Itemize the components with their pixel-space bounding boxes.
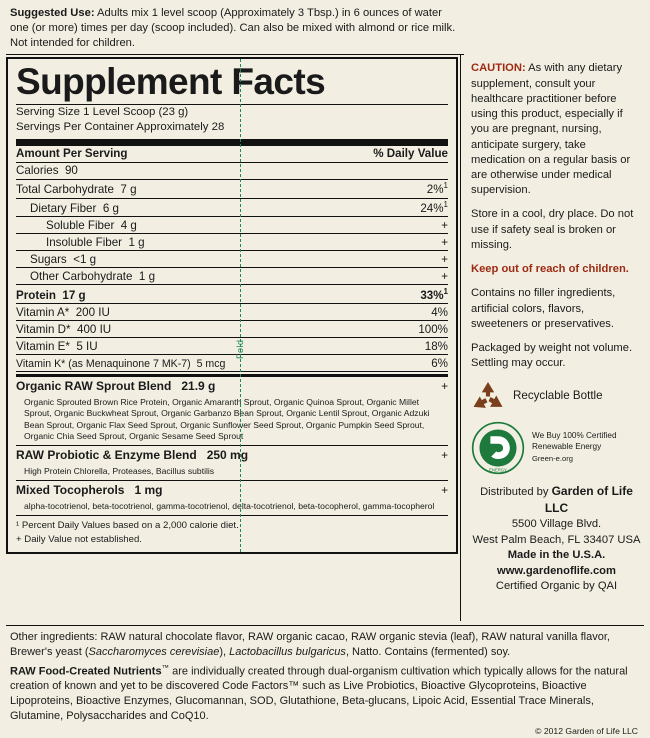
- raw-nutrients-body: are individually created through dual-organism cultivation which typically allows for the natural creation of known and yet to be discovered Code Factors™ such as Live Probiotics, Bioactive Glycoproteins, Bioactive Lipoproteins, Bioactive Enzymes, Glucomannan, SOD, Glutathione, Beta-glucans, Lipoic Acid, Essential Trace Minerals, Glutamine, Polysaccharides and CoQ10.: [10, 665, 628, 722]
- col-daily-value: % Daily Value: [370, 146, 448, 163]
- nutrient-dv: 33%$^1$: [370, 285, 448, 304]
- row-label: [16, 251, 370, 268]
- nutrient-dv: 18%: [370, 338, 448, 355]
- nutrient-name: Other Carbohydrate: [30, 269, 133, 283]
- table-row: [16, 251, 448, 268]
- nutrient-amount: 5 IU: [76, 339, 98, 353]
- row-label: [16, 321, 370, 338]
- suggested-use-label: Suggested Use:: [10, 7, 95, 19]
- nutrient-name: Vitamin D*: [16, 322, 71, 336]
- nutrient-amount: 1 g: [128, 235, 145, 249]
- blend-name: Organic RAW Sprout Blend 21.9 g: [16, 379, 216, 394]
- table-row: [16, 217, 448, 234]
- nutrient-dv: 4%: [370, 304, 448, 321]
- nutrient-amount: 5 mcg: [196, 357, 226, 370]
- keep-out-of-reach-text: Keep out of reach of children.: [471, 263, 629, 276]
- table-row: [16, 304, 448, 321]
- nutrient-amount: 90: [64, 164, 78, 178]
- blend-amount: 21.9 g: [181, 379, 216, 394]
- green-e-org-label: Green-e.org: [532, 454, 573, 464]
- fold-label: Fold: [235, 339, 245, 360]
- footnote-marker: 1: [443, 181, 448, 191]
- nutrient-amount: 200 IU: [75, 305, 110, 319]
- nutrient-name: Vitamin A*: [16, 305, 70, 319]
- serving-size: Serving Size 1 Level Scoop (23 g): [16, 106, 189, 119]
- nutrient-name: Dietary Fiber: [30, 201, 97, 215]
- blend-row: [16, 481, 448, 499]
- table-row: [16, 234, 448, 251]
- row-label: [16, 234, 370, 251]
- green-energy-row: [471, 421, 642, 475]
- caution-label: CAUTION:: [471, 62, 526, 75]
- table-row: [16, 179, 448, 198]
- nutrient-amount: 17 g: [62, 288, 86, 302]
- footnote-dv-not-established: + Daily Value not established.: [16, 533, 142, 545]
- raw-nutrients-label: RAW Food-Created Nutrients: [10, 665, 162, 678]
- blend-name: RAW Probiotic & Enzyme Blend 250 mg: [16, 448, 249, 462]
- row-label: [16, 355, 370, 372]
- blend-detail: alpha-tocotrienol, beta-tocotrienol, gamma-tocotrienol, delta-tocotrienol, beta-tocopherol, gamma-tocopherol: [16, 499, 448, 516]
- blend-detail: Organic Sprouted Brown Rice Protein, Organic Amaranth Sprout, Organic Quinoa Sprout, Organic Millet Sprout, Organic Buckwheat Sprout, Organic Garbanzo Bean Sprout, Organic Lentil Sprout, Organic Adzuki Bean Sprout, Organic Flax Seed Sprout, Organic Sunflower Seed Sprout, Organic Pumpkin Seed Sprout, Organic Chia Seed Sprout, Organic Sesame Seed Sprout: [16, 395, 448, 446]
- table-row: [16, 268, 448, 285]
- supplement-facts-panel: [6, 57, 458, 554]
- recycle-icon: [471, 381, 505, 411]
- copyright-text: © 2012 Garden of Life LLC: [535, 726, 638, 737]
- green-energy-line1: We Buy 100% Certified: [532, 430, 617, 440]
- nutrient-amount: 400 IU: [77, 322, 112, 336]
- nutrient-name: Vitamin K* (as Menaquinone 7 MK-7): [16, 357, 191, 370]
- packaged-by-weight-text: Packaged by weight not volume. Settling may occur.: [471, 342, 633, 370]
- table-row: [16, 321, 448, 338]
- nutrient-dv: +: [370, 251, 448, 268]
- blend-dv: +: [441, 380, 448, 394]
- blend-dv: +: [441, 484, 448, 498]
- nutrient-name: Vitamin E*: [16, 339, 70, 353]
- blend-row: [16, 446, 448, 464]
- caution-text: As with any dietary supplement, consult your healthcare practitioner before using this product, especially if you are pregnant, nursing, anticipate surgery, take medication on a regular basis or are otherwise under medical supervision.: [471, 62, 631, 197]
- nutrient-dv: 100%: [370, 321, 448, 338]
- footnote-marker: 1: [443, 200, 448, 210]
- nutrient-name: Total Carbohydrate: [16, 183, 114, 197]
- nutrient-amount: <1 g: [73, 252, 97, 266]
- no-fillers-text: Contains no filler ingredients, artificial colors, flavors, sweeteners or preservatives.: [471, 287, 616, 330]
- nutrient-name: Soluble Fiber: [46, 218, 115, 232]
- nutrient-amount: 1 g: [138, 269, 156, 283]
- distributor-company: Garden of Life LLC: [544, 483, 633, 516]
- blend-detail: High Protein Chlorella, Proteases, Bacillus subtilis: [16, 464, 448, 481]
- table-row: [16, 198, 448, 217]
- left-column: [6, 55, 458, 554]
- other-ingredients-text: Other ingredients: RAW natural chocolate flavor, RAW organic cacao, RAW organic stevia (leaf), RAW natural vanilla flavor, Brewer's yeast (Saccharomyces cerevisiae), Lactobacillus bulgaricus, Natto. Contains (fermented) soy.: [10, 631, 610, 659]
- footnote-marker: 1: [443, 286, 448, 296]
- row-label: [16, 338, 370, 355]
- panel-footnotes: [16, 516, 448, 546]
- table-row: [16, 355, 448, 372]
- distributed-by-line: Distributed by Garden of Life LLC: [480, 483, 633, 516]
- nutrient-amount: 6 g: [102, 201, 119, 215]
- distributor-address-1: 5500 Village Blvd.: [511, 518, 602, 531]
- made-in-usa: Made in the U.S.A.: [507, 549, 606, 562]
- table-row: [16, 285, 448, 304]
- row-label: [16, 198, 370, 217]
- row-label: [16, 304, 370, 321]
- table-row: [16, 162, 448, 179]
- nutrient-dv: +: [370, 217, 448, 234]
- servings-per-container: Servings Per Container Approximately 28: [16, 120, 225, 133]
- col-amount-per-serving: Amount Per Serving: [16, 146, 370, 163]
- nutrient-dv: +: [370, 234, 448, 251]
- table-header-row: [16, 146, 448, 163]
- row-label: [16, 217, 370, 234]
- suggested-use-text: Adults mix 1 level scoop (Approximately 3 Tbsp.) in 6 ounces of water one (or more) times per day (scoop included). Can also be mixed with almond or rice milk. Not intended for children.: [10, 7, 456, 49]
- storage-text: Store in a cool, dry place. Do not use if safety seal is broken or missing.: [471, 208, 634, 251]
- distributor-block: [471, 483, 642, 595]
- nutrient-amount: 4 g: [120, 218, 137, 232]
- row-label: [16, 179, 370, 198]
- main-columns: [6, 55, 644, 621]
- nutrition-table: [16, 146, 448, 373]
- nutrient-dv: 24%$^1$: [370, 198, 448, 217]
- footnote-daily-values: ¹ Percent Daily Values based on a 2,000 calorie diet.: [16, 520, 239, 532]
- raw-nutrients-text: [10, 663, 640, 724]
- svg-text:ENERGY: ENERGY: [489, 467, 507, 473]
- row-label: [16, 268, 370, 285]
- nutrient-dv: +: [370, 268, 448, 285]
- blend-dv: +: [441, 449, 448, 462]
- green-energy-text: [532, 431, 617, 464]
- nutrient-name: Insoluble Fiber: [46, 235, 123, 249]
- panel-title: Supplement Facts: [16, 61, 326, 103]
- recyclable-bottle-label: Recyclable Bottle: [513, 389, 603, 403]
- nutrient-name: Protein: [16, 288, 56, 302]
- green-energy-line2: Renewable Energy: [532, 441, 602, 451]
- blend-row: [16, 377, 448, 395]
- nutrient-name: Calories: [16, 164, 59, 178]
- caution-block: [471, 61, 642, 198]
- nutrient-dv: 6%: [370, 355, 448, 372]
- nutrient-dv: 2%$^1$: [370, 179, 448, 198]
- row-label: [16, 162, 370, 179]
- green-energy-seal-icon: [471, 421, 525, 475]
- nutrient-name: Sugars: [30, 252, 67, 266]
- ingredient-italic-saccharomyces: Saccharomyces cerevisiae: [88, 646, 220, 659]
- suggested-use-block: [6, 4, 464, 55]
- distributor-address-2: West Palm Beach, FL 33407 USA: [472, 533, 641, 546]
- website-link[interactable]: www.gardenoflife.com: [497, 564, 616, 577]
- recyclable-row: [471, 381, 642, 411]
- blend-name: Mixed Tocopherols 1 mg: [16, 483, 163, 498]
- blend-amount: 1 mg: [134, 483, 163, 498]
- right-column: [460, 55, 644, 621]
- nutrient-amount: 7 g: [120, 183, 137, 197]
- trademark-icon: ™: [161, 662, 170, 672]
- ingredient-italic-lactobacillus: Lactobacillus bulgaricus: [229, 646, 346, 659]
- blend-amount: 250 mg: [206, 448, 249, 462]
- certified-organic-label: Certified Organic by QAI: [495, 580, 618, 593]
- bottom-block: [6, 625, 644, 738]
- table-row: [16, 338, 448, 355]
- row-label: [16, 285, 370, 304]
- nutrient-dv: [370, 162, 448, 179]
